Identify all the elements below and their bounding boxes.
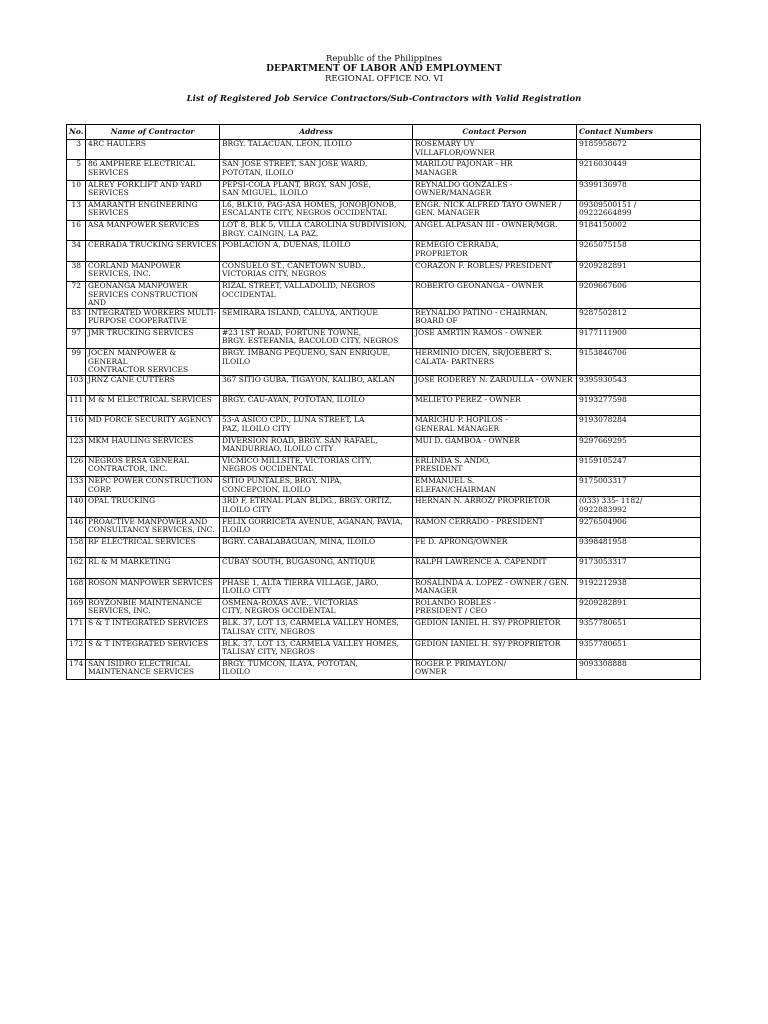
cell-contact-person: MARICHU P. HOPILOS - GENERAL MANAGER	[413, 416, 577, 436]
cell-no: 140	[67, 497, 86, 517]
table-row	[67, 639, 701, 659]
document-header	[0, 54, 768, 104]
republic-line: Republic of the Philippines	[325, 54, 443, 64]
table-row	[67, 160, 701, 180]
cell-contact-person: GEDION IANIEL H. SY/ PROPRIETOR	[413, 619, 577, 639]
cell-address: OSMENA-ROXAS AVE., VICTORIAS CITY, NEGROS OCCIDENTAL	[220, 598, 413, 618]
cell-contact-person: GEDION IANIEL H. SY/ PROPRIETOR	[413, 639, 577, 659]
table-row	[67, 282, 701, 309]
cell-address: BLK. 37, LOT 13, CARMELA VALLEY HOMES, TALISAY CITY, NEGROS	[220, 639, 413, 659]
cell-contractor-name: AMARANTH ENGINEERING SERVICES	[86, 200, 220, 220]
cell-no: 3	[67, 140, 86, 160]
cell-contractor-name: OPAL TRUCKING	[86, 497, 220, 517]
table-row	[67, 200, 701, 220]
cell-no: 123	[67, 436, 86, 456]
cell-contractor-name: S & T INTEGRATED SERVICES	[86, 639, 220, 659]
cell-no: 111	[67, 395, 86, 415]
table-row	[67, 558, 701, 578]
document-title: List of Registered Job Service Contractors/Sub-Contractors with Valid Registration	[186, 94, 582, 104]
cell-contact-person: REMEGIO CERRADA, PROPRIETOR	[413, 241, 577, 261]
table-row	[67, 180, 701, 200]
cell-contact-numbers: (033) 335- 1182/ 0922883992	[577, 497, 701, 517]
cell-no: 34	[67, 241, 86, 261]
cell-contact-numbers: 9216030449	[577, 160, 701, 180]
table-row	[67, 497, 701, 517]
cell-contact-person: RAMON CERRADO - PRESIDENT	[413, 517, 577, 537]
table-row	[67, 416, 701, 436]
cell-contact-numbers: 9398481958	[577, 538, 701, 558]
cell-no: 103	[67, 375, 86, 395]
cell-contact-numbers: 9265075158	[577, 241, 701, 261]
cell-address: FELIX GORRICETA AVENUE, AGANAN, PAVIA, ILOILO	[220, 517, 413, 537]
cell-no: 16	[67, 221, 86, 241]
cell-contact-numbers: 9399136978	[577, 180, 701, 200]
cell-contact-person: FE D. APRONG/OWNER	[413, 538, 577, 558]
cell-contact-person: MELIETO PEREZ - OWNER	[413, 395, 577, 415]
cell-no: 99	[67, 349, 86, 376]
cell-contact-person: HERMINIO DICEN, SR/JOEBERT S. CALATA- PARTNERS	[413, 349, 577, 376]
cell-contractor-name: ROSON MANPOWER SERVICES	[86, 578, 220, 598]
cell-contractor-name: 86 AMPHERE ELECTRICAL SERVICES	[86, 160, 220, 180]
cell-contractor-name: NEPC POWER CONSTRUCTION CORP.	[86, 477, 220, 497]
table-row	[67, 619, 701, 639]
column-header-name: Name of Contractor	[86, 125, 220, 140]
table-row	[67, 456, 701, 476]
cell-contact-person: RALPH LAWRENCE A. CAPENDIT	[413, 558, 577, 578]
cell-address: POBLACION A, DUENAS, ILOILO	[220, 241, 413, 261]
cell-address: BRGY. TALACUAN, LEON, ILOILO	[220, 140, 413, 160]
cell-contact-person: JOSE AMRTIN RAMOS - OWNER	[413, 328, 577, 348]
cell-no: 174	[67, 659, 86, 679]
cell-contact-numbers: 9192212938	[577, 578, 701, 598]
cell-address: 53-A ASICO CPD., LUNA STREET, LA PAZ, ILOILO CITY	[220, 416, 413, 436]
cell-contact-numbers: 9209282891	[577, 261, 701, 281]
cell-no: 146	[67, 517, 86, 537]
column-header-contact-person: Contact Person	[413, 125, 577, 140]
table-row	[67, 241, 701, 261]
cell-no: 116	[67, 416, 86, 436]
cell-address: SEMIRARA ISLAND, CALUYA, ANTIQUE	[220, 308, 413, 328]
column-header-address: Address	[220, 125, 413, 140]
cell-contact-person: ENGR. NICK ALFRED TAYO OWNER / GEN. MANAGER	[413, 200, 577, 220]
cell-no: 97	[67, 328, 86, 348]
cell-contractor-name: S & T INTEGRATED SERVICES	[86, 619, 220, 639]
cell-address: RIZAL STREET, VALLADOLID, NEGROS OCCIDENTAL	[220, 282, 413, 309]
cell-contact-numbers: 9159105247	[577, 456, 701, 476]
cell-contractor-name: GEONANGA MANPOWER SERVICES CONSTRUCTION AND	[86, 282, 220, 309]
column-header-contact-numbers: Contact Numbers	[577, 125, 701, 140]
cell-contact-numbers: 9193078284	[577, 416, 701, 436]
cell-contractor-name: 4RC HAULERS	[86, 140, 220, 160]
cell-contractor-name: MD FORCE SECURITY AGENCY	[86, 416, 220, 436]
cell-contractor-name: JOCEN MANPOWER & GENERAL CONTRACTOR SERVICES	[86, 349, 220, 376]
cell-contractor-name: ASA MANPOWER SERVICES	[86, 221, 220, 241]
cell-contact-person: CORAZON F. ROBLES/ PRESIDENT	[413, 261, 577, 281]
table-row	[67, 375, 701, 395]
table-row	[67, 477, 701, 497]
table-row	[67, 395, 701, 415]
cell-contractor-name: JMR TRUCKING SERVICES	[86, 328, 220, 348]
cell-contact-person: ROBERTO GEONANGA - OWNER	[413, 282, 577, 309]
cell-contact-person: JOSE RODEREY N. ZARDULLA - OWNER	[413, 375, 577, 395]
cell-address: PEPSI-COLA PLANT, BRGY. SAN JOSE, SAN MIGUEL, ILOILO	[220, 180, 413, 200]
cell-contractor-name: NEGROS ERSA GENERAL CONTRACTOR, INC.	[86, 456, 220, 476]
cell-contact-person: MUI D. GAMBOA - OWNER	[413, 436, 577, 456]
table-row	[67, 221, 701, 241]
cell-contact-person: MARILOU PAJONAR - HR MANAGER	[413, 160, 577, 180]
table-row	[67, 538, 701, 558]
cell-contact-person: ROSEMARY UY VILLAFLOR/OWNER	[413, 140, 577, 160]
cell-no: 13	[67, 200, 86, 220]
cell-contractor-name: M & M ELECTRICAL SERVICES	[86, 395, 220, 415]
cell-contractor-name: CERRADA TRUCKING SERVICES	[86, 241, 220, 261]
cell-no: 38	[67, 261, 86, 281]
cell-address: SAN JOSE STREET, SAN JOSE WARD, POTOTAN, ILOILO	[220, 160, 413, 180]
cell-contractor-name: ROYZONBIE MAINTENANCE SERVICES, INC.	[86, 598, 220, 618]
table-row	[67, 261, 701, 281]
cell-contractor-name: RL & M MARKETING	[86, 558, 220, 578]
cell-contractor-name: INTEGRATED WORKERS MULTI- PURPOSE COOPERATIVE	[86, 308, 220, 328]
cell-address: BRGY. CAU-AYAN, POTOTAN, ILOILO	[220, 395, 413, 415]
cell-no: 168	[67, 578, 86, 598]
cell-contact-numbers: 9357780651	[577, 619, 701, 639]
cell-address: CUBAY SOUTH, BUGASONG, ANTIQUE	[220, 558, 413, 578]
office-name: REGIONAL OFFICE NO. VI	[325, 74, 443, 84]
cell-contractor-name: CORLAND MANPOWER SERVICES, INC.	[86, 261, 220, 281]
cell-no: 171	[67, 619, 86, 639]
cell-contact-numbers: 9276504906	[577, 517, 701, 537]
cell-contact-person: ROSALINDA A. LOPEZ - OWNER / GEN. MANAGER	[413, 578, 577, 598]
cell-contact-numbers: 9175003317	[577, 477, 701, 497]
table-row	[67, 517, 701, 537]
cell-contact-numbers: 9287502812	[577, 308, 701, 328]
cell-contractor-name: ALREY FORKLIFT AND YARD SERVICES	[86, 180, 220, 200]
cell-contact-numbers: 9173053317	[577, 558, 701, 578]
cell-no: 162	[67, 558, 86, 578]
cell-contact-numbers: 9209282891	[577, 598, 701, 618]
table-row	[67, 659, 701, 679]
cell-address: L6, BLK10, PAG-ASA HOMES, JONOBJONOB, ESCALANTE CITY, NEGROS OCCIDENTAL	[220, 200, 413, 220]
cell-address: #23 1ST ROAD, FORTUNE TOWNE, BRGY. ESTEFANIA, BACOLOD CITY, NEGROS	[220, 328, 413, 348]
cell-no: 10	[67, 180, 86, 200]
table-row	[67, 328, 701, 348]
cell-address: DIVERSION ROAD, BRGY. SAN RAFAEL, MANDURRIAO, ILOILO CITY	[220, 436, 413, 456]
cell-contractor-name: RF ELECTRICAL SERVICES	[86, 538, 220, 558]
cell-no: 158	[67, 538, 86, 558]
cell-contact-person: ERLINDA S. ANDO, PRESIDENT	[413, 456, 577, 476]
table-header-row	[67, 125, 701, 140]
cell-contractor-name: JRNZ CANE CUTTERS	[86, 375, 220, 395]
cell-contractor-name: MKM HAULING SERVICES	[86, 436, 220, 456]
table-row	[67, 436, 701, 456]
cell-address: 367 SITIO GUBA, TIGAYON, KALIBO, AKLAN	[220, 375, 413, 395]
cell-contractor-name: PROACTIVE MANPOWER AND CONSULTANCY SERVICES, INC.	[86, 517, 220, 537]
cell-contact-numbers: 9297669295	[577, 436, 701, 456]
column-header-no: No.	[67, 125, 86, 140]
cell-contact-person: REYNALDO GONZALES - OWNER/MANAGER	[413, 180, 577, 200]
cell-address: PHASE 1, ALTA TIERRA VILLAGE, JARO, ILOILO CITY	[220, 578, 413, 598]
department-name: DEPARTMENT OF LABOR AND EMPLOYMENT	[266, 64, 502, 74]
cell-address: 3RD F, ETRNAL PLAN BLDG., BRGY. ORTIZ, ILOILO CITY	[220, 497, 413, 517]
cell-address: BRGY. TUMCON, ILAYA, POTOTAN, ILOILO	[220, 659, 413, 679]
cell-contact-numbers: 9193277598	[577, 395, 701, 415]
cell-address: CONSUELO ST., CANETOWN SUBD., VICTORIAS CITY, NEGROS	[220, 261, 413, 281]
cell-contact-numbers: 9209667606	[577, 282, 701, 309]
cell-contact-numbers: 9177111900	[577, 328, 701, 348]
cell-contact-numbers: 9184150002	[577, 221, 701, 241]
cell-no: 5	[67, 160, 86, 180]
table-body	[67, 140, 701, 680]
table-row	[67, 308, 701, 328]
table-row	[67, 598, 701, 618]
cell-contact-person: ROGER P. PRIMAYLON/ OWNER	[413, 659, 577, 679]
cell-contact-person: EMMANUEL S. ELEFAN/CHAIRMAN	[413, 477, 577, 497]
cell-no: 169	[67, 598, 86, 618]
table-row	[67, 140, 701, 160]
cell-contractor-name: SAN ISIDRO ELECTRICAL MAINTENANCE SERVICES	[86, 659, 220, 679]
cell-no: 133	[67, 477, 86, 497]
cell-address: BGRY. CABALABAGUAN, MINA, ILOILO	[220, 538, 413, 558]
cell-contact-person: REYNALDO PATINO - CHAIRMAN, BOARD OF	[413, 308, 577, 328]
cell-contact-numbers: 9185958672	[577, 140, 701, 160]
contractors-table	[66, 124, 701, 680]
cell-contact-numbers: 9357780651	[577, 639, 701, 659]
cell-contact-numbers: 9093308888	[577, 659, 701, 679]
cell-address: BRGY. IMBANG PEQUENO, SAN ENRIQUE, ILOILO	[220, 349, 413, 376]
cell-address: LOT 8, BLK 5, VILLA CAROLINA SUBDIVISION, BRGY. CAINGIN, LA PAZ,	[220, 221, 413, 241]
cell-address: BLK. 37, LOT 13, CARMELA VALLEY HOMES, TALISAY CITY, NEGROS	[220, 619, 413, 639]
table-row	[67, 578, 701, 598]
cell-contact-person: ROLANDO ROBLES - PRESIDENT / CEO	[413, 598, 577, 618]
cell-contact-numbers: 9395930543	[577, 375, 701, 395]
cell-contact-numbers: 09309500151 / 09222664899	[577, 200, 701, 220]
cell-no: 172	[67, 639, 86, 659]
cell-no: 72	[67, 282, 86, 309]
cell-no: 83	[67, 308, 86, 328]
cell-address: SITIO PUNTALES, BRGY. NIPA, CONCEPCION, ILOILO	[220, 477, 413, 497]
cell-contact-numbers: 9153846706	[577, 349, 701, 376]
cell-address: VICMICO MILLSITE, VICTORIAS CITY, NEGROS OCCIDENTAL	[220, 456, 413, 476]
table-row	[67, 349, 701, 376]
cell-no: 126	[67, 456, 86, 476]
cell-contact-person: ANGEL ALPASAN III - OWNER/MGR.	[413, 221, 577, 241]
cell-contact-person: HERNAN N. ARROZ/ PROPRIETOR	[413, 497, 577, 517]
